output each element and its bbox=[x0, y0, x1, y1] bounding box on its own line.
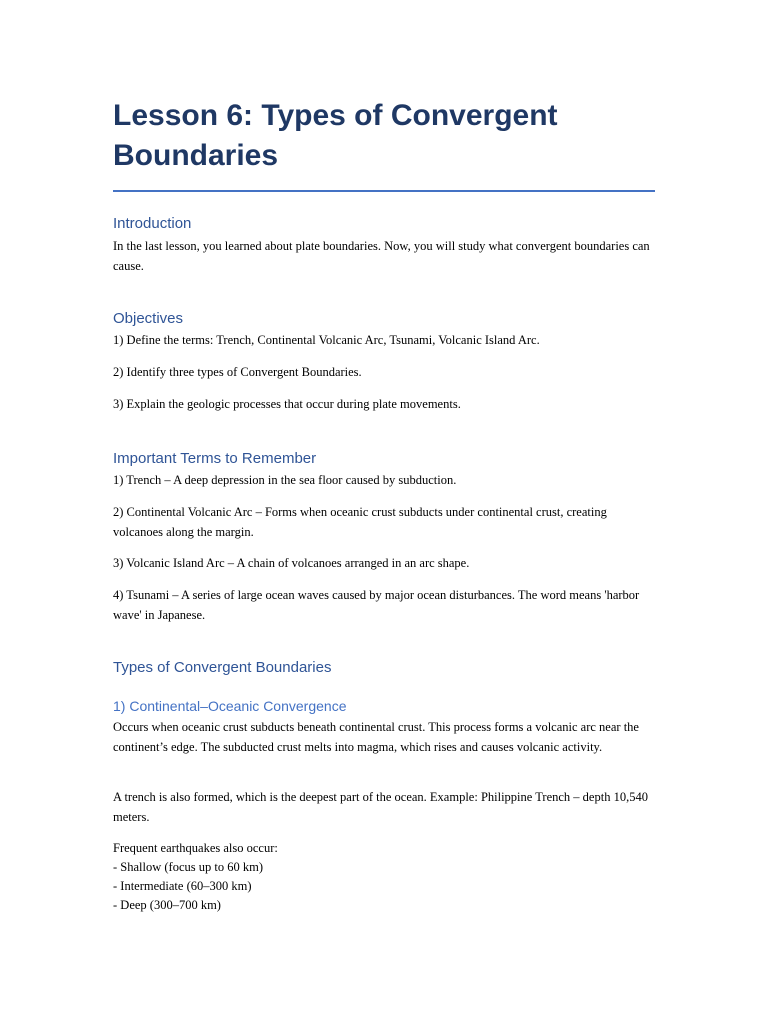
introduction-text: In the last lesson, you learned about plate boundaries. Now, you will study what convergent boundaries can cause. bbox=[113, 239, 650, 273]
term-item-2: 2) Continental Volcanic Arc – Forms when oceanic crust subducts under continental crust, creating volcanoes along the margin. bbox=[113, 505, 607, 539]
earthquakes-intro: Frequent earthquakes also occur: bbox=[113, 841, 278, 855]
term-item-4: 4) Tsunami – A series of large ocean waves caused by major ocean disturbances. The word means 'harbor wave' in Japanese. bbox=[113, 588, 640, 622]
title-divider bbox=[113, 190, 655, 192]
earthquake-type-deep: - Deep (300–700 km) bbox=[113, 898, 221, 912]
introduction-heading: Introduction bbox=[113, 215, 192, 232]
objective-item-2: 2) Identify three types of Convergent Boundaries. bbox=[113, 365, 362, 379]
earthquake-type-intermediate: - Intermediate (60–300 km) bbox=[113, 879, 252, 893]
earthquake-type-shallow: - Shallow (focus up to 60 km) bbox=[113, 860, 263, 874]
term-item-1: 1) Trench – A deep depression in the sea floor caused by subduction. bbox=[113, 473, 457, 487]
objective-item-3: 3) Explain the geologic processes that occur during plate movements. bbox=[113, 397, 461, 411]
continental-oceanic-heading: 1) Continental–Oceanic Convergence bbox=[113, 698, 347, 714]
objective-item-1: 1) Define the terms: Trench, Continental Volcanic Arc, Tsunami, Volcanic Island Arc. bbox=[113, 333, 540, 347]
continental-oceanic-paragraph-1: Occurs when oceanic crust subducts beneath continental crust. This process forms a volcanic arc near the continent’s edge. The subducted crust melts into magma, which rises and causes volcanic activity. bbox=[113, 720, 639, 754]
continental-oceanic-paragraph-2: A trench is also formed, which is the deepest part of the ocean. Example: Philippine Trench – depth 10,540 meters. bbox=[113, 790, 648, 824]
page-title: Lesson 6: Types of Convergent Boundaries bbox=[113, 99, 558, 172]
types-heading: Types of Convergent Boundaries bbox=[113, 659, 332, 676]
term-item-3: 3) Volcanic Island Arc – A chain of volcanoes arranged in an arc shape. bbox=[113, 556, 470, 570]
terms-heading: Important Terms to Remember bbox=[113, 450, 317, 467]
objectives-heading: Objectives bbox=[113, 310, 184, 327]
